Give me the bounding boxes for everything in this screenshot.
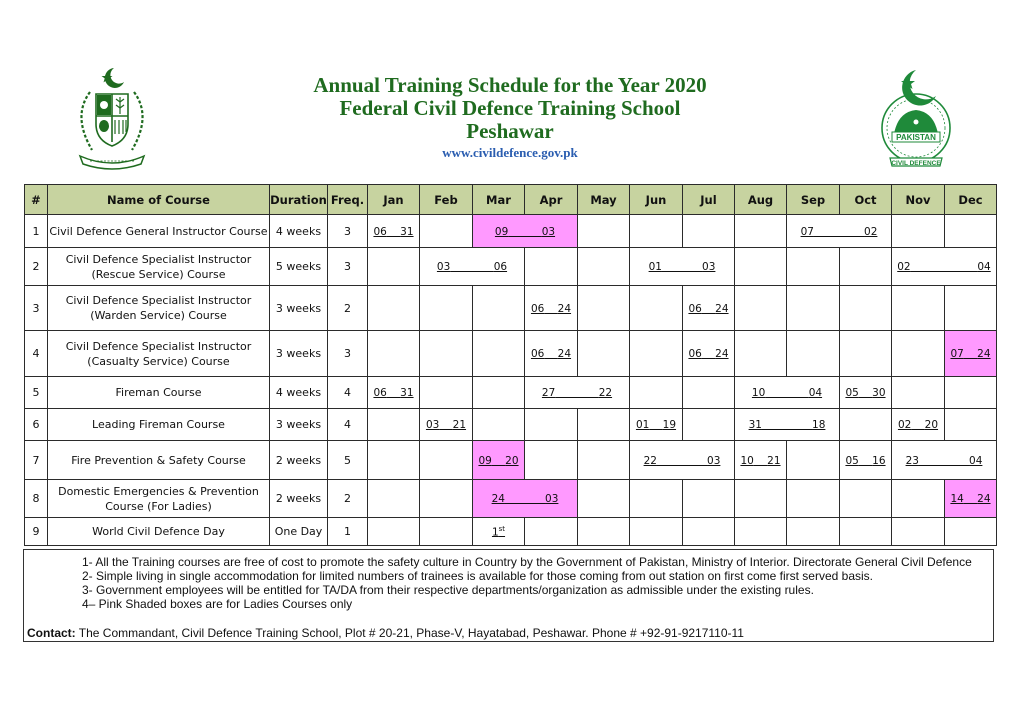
session-dates: 07 24 bbox=[950, 348, 991, 360]
empty-cell bbox=[368, 480, 420, 518]
session-dates: 09 03 bbox=[494, 225, 556, 238]
table-row bbox=[25, 331, 997, 377]
empty-cell bbox=[420, 518, 473, 546]
empty-cell bbox=[473, 331, 525, 377]
session-dates: 10 21 bbox=[740, 454, 781, 467]
empty-cell bbox=[525, 248, 578, 286]
empty-cell bbox=[420, 480, 473, 518]
empty-cell bbox=[683, 480, 735, 518]
session-dates: 06 31 bbox=[373, 225, 414, 238]
table-row bbox=[25, 248, 997, 286]
col-header-oct: Oct bbox=[840, 185, 892, 215]
empty-cell bbox=[945, 518, 997, 546]
course-duration: 2 weeks bbox=[270, 480, 328, 518]
course-name: Civil Defence Specialist Instructor (Casualty Service) Course bbox=[48, 331, 270, 377]
col-header-nov: Nov bbox=[892, 185, 945, 215]
empty-cell bbox=[630, 480, 683, 518]
table-row bbox=[25, 286, 997, 331]
row-number: 3 bbox=[25, 286, 48, 331]
title-line-2: Federal Civil Defence Training School bbox=[339, 96, 681, 120]
session-feb-mar bbox=[420, 248, 525, 286]
course-frequency: 2 bbox=[328, 480, 368, 518]
session-dates: 27 22 bbox=[541, 387, 613, 399]
course-name: Fireman Course bbox=[48, 377, 270, 409]
col-header-jan: Jan bbox=[368, 185, 420, 215]
empty-cell bbox=[735, 518, 787, 546]
session-dates: 02 04 bbox=[897, 261, 991, 273]
session-jan bbox=[368, 215, 420, 248]
session-oct bbox=[840, 441, 892, 480]
empty-cell bbox=[368, 286, 420, 331]
table-row bbox=[25, 441, 997, 480]
session-dates: 05 16 bbox=[845, 454, 886, 467]
empty-cell bbox=[892, 215, 945, 248]
session-mar-apr-ladies bbox=[473, 215, 578, 248]
session-sep-oct bbox=[787, 215, 892, 248]
session-aug-sep bbox=[735, 409, 840, 441]
col-header-aug: Aug bbox=[735, 185, 787, 215]
empty-cell bbox=[368, 409, 420, 441]
empty-cell bbox=[630, 518, 683, 546]
row-number: 2 bbox=[25, 248, 48, 286]
course-name: Civil Defence General Instructor Course bbox=[48, 215, 270, 248]
empty-cell bbox=[840, 248, 892, 286]
session-dates: 31 18 bbox=[748, 419, 826, 431]
empty-cell bbox=[525, 518, 578, 546]
empty-cell bbox=[683, 215, 735, 248]
course-duration: 4 weeks bbox=[270, 377, 328, 409]
empty-cell bbox=[735, 286, 787, 331]
empty-cell bbox=[787, 286, 840, 331]
svg-text:CIVIL DEFENCE: CIVIL DEFENCE bbox=[891, 160, 941, 167]
session-dec-ladies bbox=[945, 331, 997, 377]
course-name: Domestic Emergencies & Prevention Course (For Ladies) bbox=[48, 480, 270, 518]
note-item: 1- All the Training courses are free of cost to promote the safety culture in Country by the Government of Pakistan, Ministry of Interior. Directorate General Civil Defence bbox=[82, 555, 972, 569]
session-dates: 06 24 bbox=[688, 302, 729, 315]
session-mar-apr-ladies bbox=[473, 480, 578, 518]
empty-cell bbox=[630, 331, 683, 377]
empty-cell bbox=[945, 215, 997, 248]
empty-cell bbox=[630, 215, 683, 248]
course-name: World Civil Defence Day bbox=[48, 518, 270, 546]
course-name: Civil Defence Specialist Instructor (Warden Service) Course bbox=[48, 286, 270, 331]
course-frequency: 4 bbox=[328, 409, 368, 441]
session-dates: 03 21 bbox=[425, 419, 467, 431]
session-dates: 23 04 bbox=[905, 454, 983, 467]
col-header-number: # bbox=[25, 185, 48, 215]
empty-cell bbox=[945, 286, 997, 331]
row-number: 5 bbox=[25, 377, 48, 409]
col-header-sep: Sep bbox=[787, 185, 840, 215]
session-dates: 14 24 bbox=[950, 493, 991, 505]
table-row bbox=[25, 409, 997, 441]
empty-cell bbox=[945, 377, 997, 409]
session-date-single: 1st bbox=[491, 524, 506, 539]
session-dates: 09 20 bbox=[478, 454, 519, 467]
course-frequency: 3 bbox=[328, 331, 368, 377]
col-header-duration: Duration bbox=[270, 185, 328, 215]
empty-cell bbox=[525, 409, 578, 441]
col-header-jul: Jul bbox=[683, 185, 735, 215]
empty-cell bbox=[473, 377, 525, 409]
row-number: 1 bbox=[25, 215, 48, 248]
empty-cell bbox=[735, 248, 787, 286]
empty-cell bbox=[525, 441, 578, 480]
row-number: 6 bbox=[25, 409, 48, 441]
table-row bbox=[25, 215, 997, 248]
title-block bbox=[260, 74, 760, 162]
empty-cell bbox=[473, 286, 525, 331]
session-dates: 03 06 bbox=[436, 261, 508, 273]
session-nov bbox=[892, 409, 945, 441]
empty-cell bbox=[683, 409, 735, 441]
course-duration: 3 weeks bbox=[270, 409, 328, 441]
empty-cell bbox=[787, 248, 840, 286]
course-frequency: 2 bbox=[328, 286, 368, 331]
session-aug bbox=[735, 441, 787, 480]
note-item: 3- Government employees will be entitled for TA/DA from their respective departments/organization as admissible under the existing rules. bbox=[82, 583, 814, 597]
row-number: 8 bbox=[25, 480, 48, 518]
empty-cell bbox=[892, 286, 945, 331]
empty-cell bbox=[787, 331, 840, 377]
col-header-apr: Apr bbox=[525, 185, 578, 215]
empty-cell bbox=[578, 248, 630, 286]
session-nov-dec bbox=[892, 248, 997, 286]
session-jul bbox=[683, 331, 735, 377]
empty-cell bbox=[368, 518, 420, 546]
course-duration: 4 weeks bbox=[270, 215, 328, 248]
website-link[interactable]: www.civildefence.gov.pk bbox=[442, 145, 578, 160]
course-frequency: 1 bbox=[328, 518, 368, 546]
session-jun-jul bbox=[630, 248, 735, 286]
session-dates: 06 24 bbox=[530, 348, 572, 360]
course-name: Leading Fireman Course bbox=[48, 409, 270, 441]
empty-cell bbox=[892, 331, 945, 377]
col-header-course-name: Name of Course bbox=[48, 185, 270, 215]
course-name: Fire Prevention & Safety Course bbox=[48, 441, 270, 480]
session-dates: 24 03 bbox=[491, 493, 559, 505]
empty-cell bbox=[420, 286, 473, 331]
session-dates: 06 24 bbox=[530, 302, 572, 315]
training-schedule-table bbox=[24, 184, 997, 546]
session-dates: 01 19 bbox=[635, 419, 677, 431]
col-header-frequency: Freq. bbox=[328, 185, 368, 215]
session-mar-ladies bbox=[473, 441, 525, 480]
empty-cell bbox=[892, 518, 945, 546]
empty-cell bbox=[578, 215, 630, 248]
row-number: 9 bbox=[25, 518, 48, 546]
session-dec-ladies bbox=[945, 480, 997, 518]
course-duration: One Day bbox=[270, 518, 328, 546]
session-apr-may bbox=[525, 377, 630, 409]
svg-text:PAKISTAN: PAKISTAN bbox=[896, 133, 936, 142]
course-frequency: 5 bbox=[328, 441, 368, 480]
empty-cell bbox=[787, 441, 840, 480]
title-line-1: Annual Training Schedule for the Year 2020 bbox=[313, 73, 707, 97]
session-oct bbox=[840, 377, 892, 409]
course-duration: 2 weeks bbox=[270, 441, 328, 480]
session-nov-dec bbox=[892, 441, 997, 480]
note-item: 4– Pink Shaded boxes are for Ladies Courses only bbox=[82, 597, 353, 611]
course-name: Civil Defence Specialist Instructor (Rescue Service) Course bbox=[48, 248, 270, 286]
empty-cell bbox=[420, 441, 473, 480]
empty-cell bbox=[368, 331, 420, 377]
col-header-feb: Feb bbox=[420, 185, 473, 215]
contact-info bbox=[27, 626, 744, 640]
empty-cell bbox=[892, 377, 945, 409]
contact-label: Contact: bbox=[27, 626, 76, 640]
empty-cell bbox=[840, 480, 892, 518]
empty-cell bbox=[578, 331, 630, 377]
empty-cell bbox=[578, 409, 630, 441]
table-row bbox=[25, 518, 997, 546]
session-dates: 01 03 bbox=[648, 261, 716, 273]
empty-cell bbox=[840, 518, 892, 546]
empty-cell bbox=[735, 331, 787, 377]
empty-cell bbox=[578, 518, 630, 546]
title-line-3: Peshawar bbox=[466, 119, 554, 143]
row-number: 7 bbox=[25, 441, 48, 480]
session-apr bbox=[525, 331, 578, 377]
empty-cell bbox=[683, 518, 735, 546]
session-jun bbox=[630, 409, 683, 441]
session-apr bbox=[525, 286, 578, 331]
session-feb bbox=[420, 409, 473, 441]
empty-cell bbox=[630, 377, 683, 409]
session-dates: 22 03 bbox=[643, 454, 721, 467]
course-duration: 3 weeks bbox=[270, 286, 328, 331]
empty-cell bbox=[735, 480, 787, 518]
session-dates: 05 30 bbox=[845, 387, 886, 399]
col-header-mar: Mar bbox=[473, 185, 525, 215]
session-mar bbox=[473, 518, 525, 546]
empty-cell bbox=[630, 286, 683, 331]
session-jan bbox=[368, 377, 420, 409]
table-row bbox=[25, 377, 997, 409]
row-number: 4 bbox=[25, 331, 48, 377]
col-header-may: May bbox=[578, 185, 630, 215]
table-row bbox=[25, 480, 997, 518]
contact-text: The Commandant, Civil Defence Training School, Plot # 20-21, Phase-V, Hayatabad, Peshawar. Phone # +92-91-9217110-11 bbox=[75, 626, 744, 640]
state-emblem-of-pakistan-icon bbox=[62, 64, 162, 176]
empty-cell bbox=[787, 518, 840, 546]
course-frequency: 3 bbox=[328, 248, 368, 286]
empty-cell bbox=[368, 248, 420, 286]
page-header bbox=[0, 0, 1024, 180]
note-item: 2- Simple living in single accommodation for limited numbers of trainees is available for those coming from out station on first come first served basis. bbox=[82, 569, 874, 583]
empty-cell bbox=[578, 286, 630, 331]
col-header-dec: Dec bbox=[945, 185, 997, 215]
civil-defence-pakistan-emblem-icon bbox=[866, 66, 966, 176]
table-header-row bbox=[25, 185, 997, 215]
session-jul bbox=[683, 286, 735, 331]
session-dates: 06 24 bbox=[688, 348, 729, 360]
course-frequency: 3 bbox=[328, 215, 368, 248]
notes-box bbox=[23, 549, 994, 642]
empty-cell bbox=[787, 480, 840, 518]
empty-cell bbox=[473, 409, 525, 441]
session-dates: 10 04 bbox=[751, 387, 823, 399]
session-jun-jul bbox=[630, 441, 735, 480]
empty-cell bbox=[420, 377, 473, 409]
session-dates: 06 31 bbox=[373, 387, 414, 399]
empty-cell bbox=[420, 331, 473, 377]
session-dates: 07 02 bbox=[800, 225, 878, 238]
course-duration: 5 weeks bbox=[270, 248, 328, 286]
session-aug-sep bbox=[735, 377, 840, 409]
empty-cell bbox=[735, 215, 787, 248]
col-header-jun: Jun bbox=[630, 185, 683, 215]
empty-cell bbox=[368, 441, 420, 480]
course-duration: 3 weeks bbox=[270, 331, 328, 377]
empty-cell bbox=[945, 409, 997, 441]
empty-cell bbox=[840, 331, 892, 377]
empty-cell bbox=[420, 215, 473, 248]
empty-cell bbox=[578, 441, 630, 480]
empty-cell bbox=[683, 377, 735, 409]
empty-cell bbox=[840, 286, 892, 331]
empty-cell bbox=[892, 480, 945, 518]
session-dates: 02 20 bbox=[897, 419, 939, 431]
empty-cell bbox=[840, 409, 892, 441]
course-frequency: 4 bbox=[328, 377, 368, 409]
empty-cell bbox=[578, 480, 630, 518]
